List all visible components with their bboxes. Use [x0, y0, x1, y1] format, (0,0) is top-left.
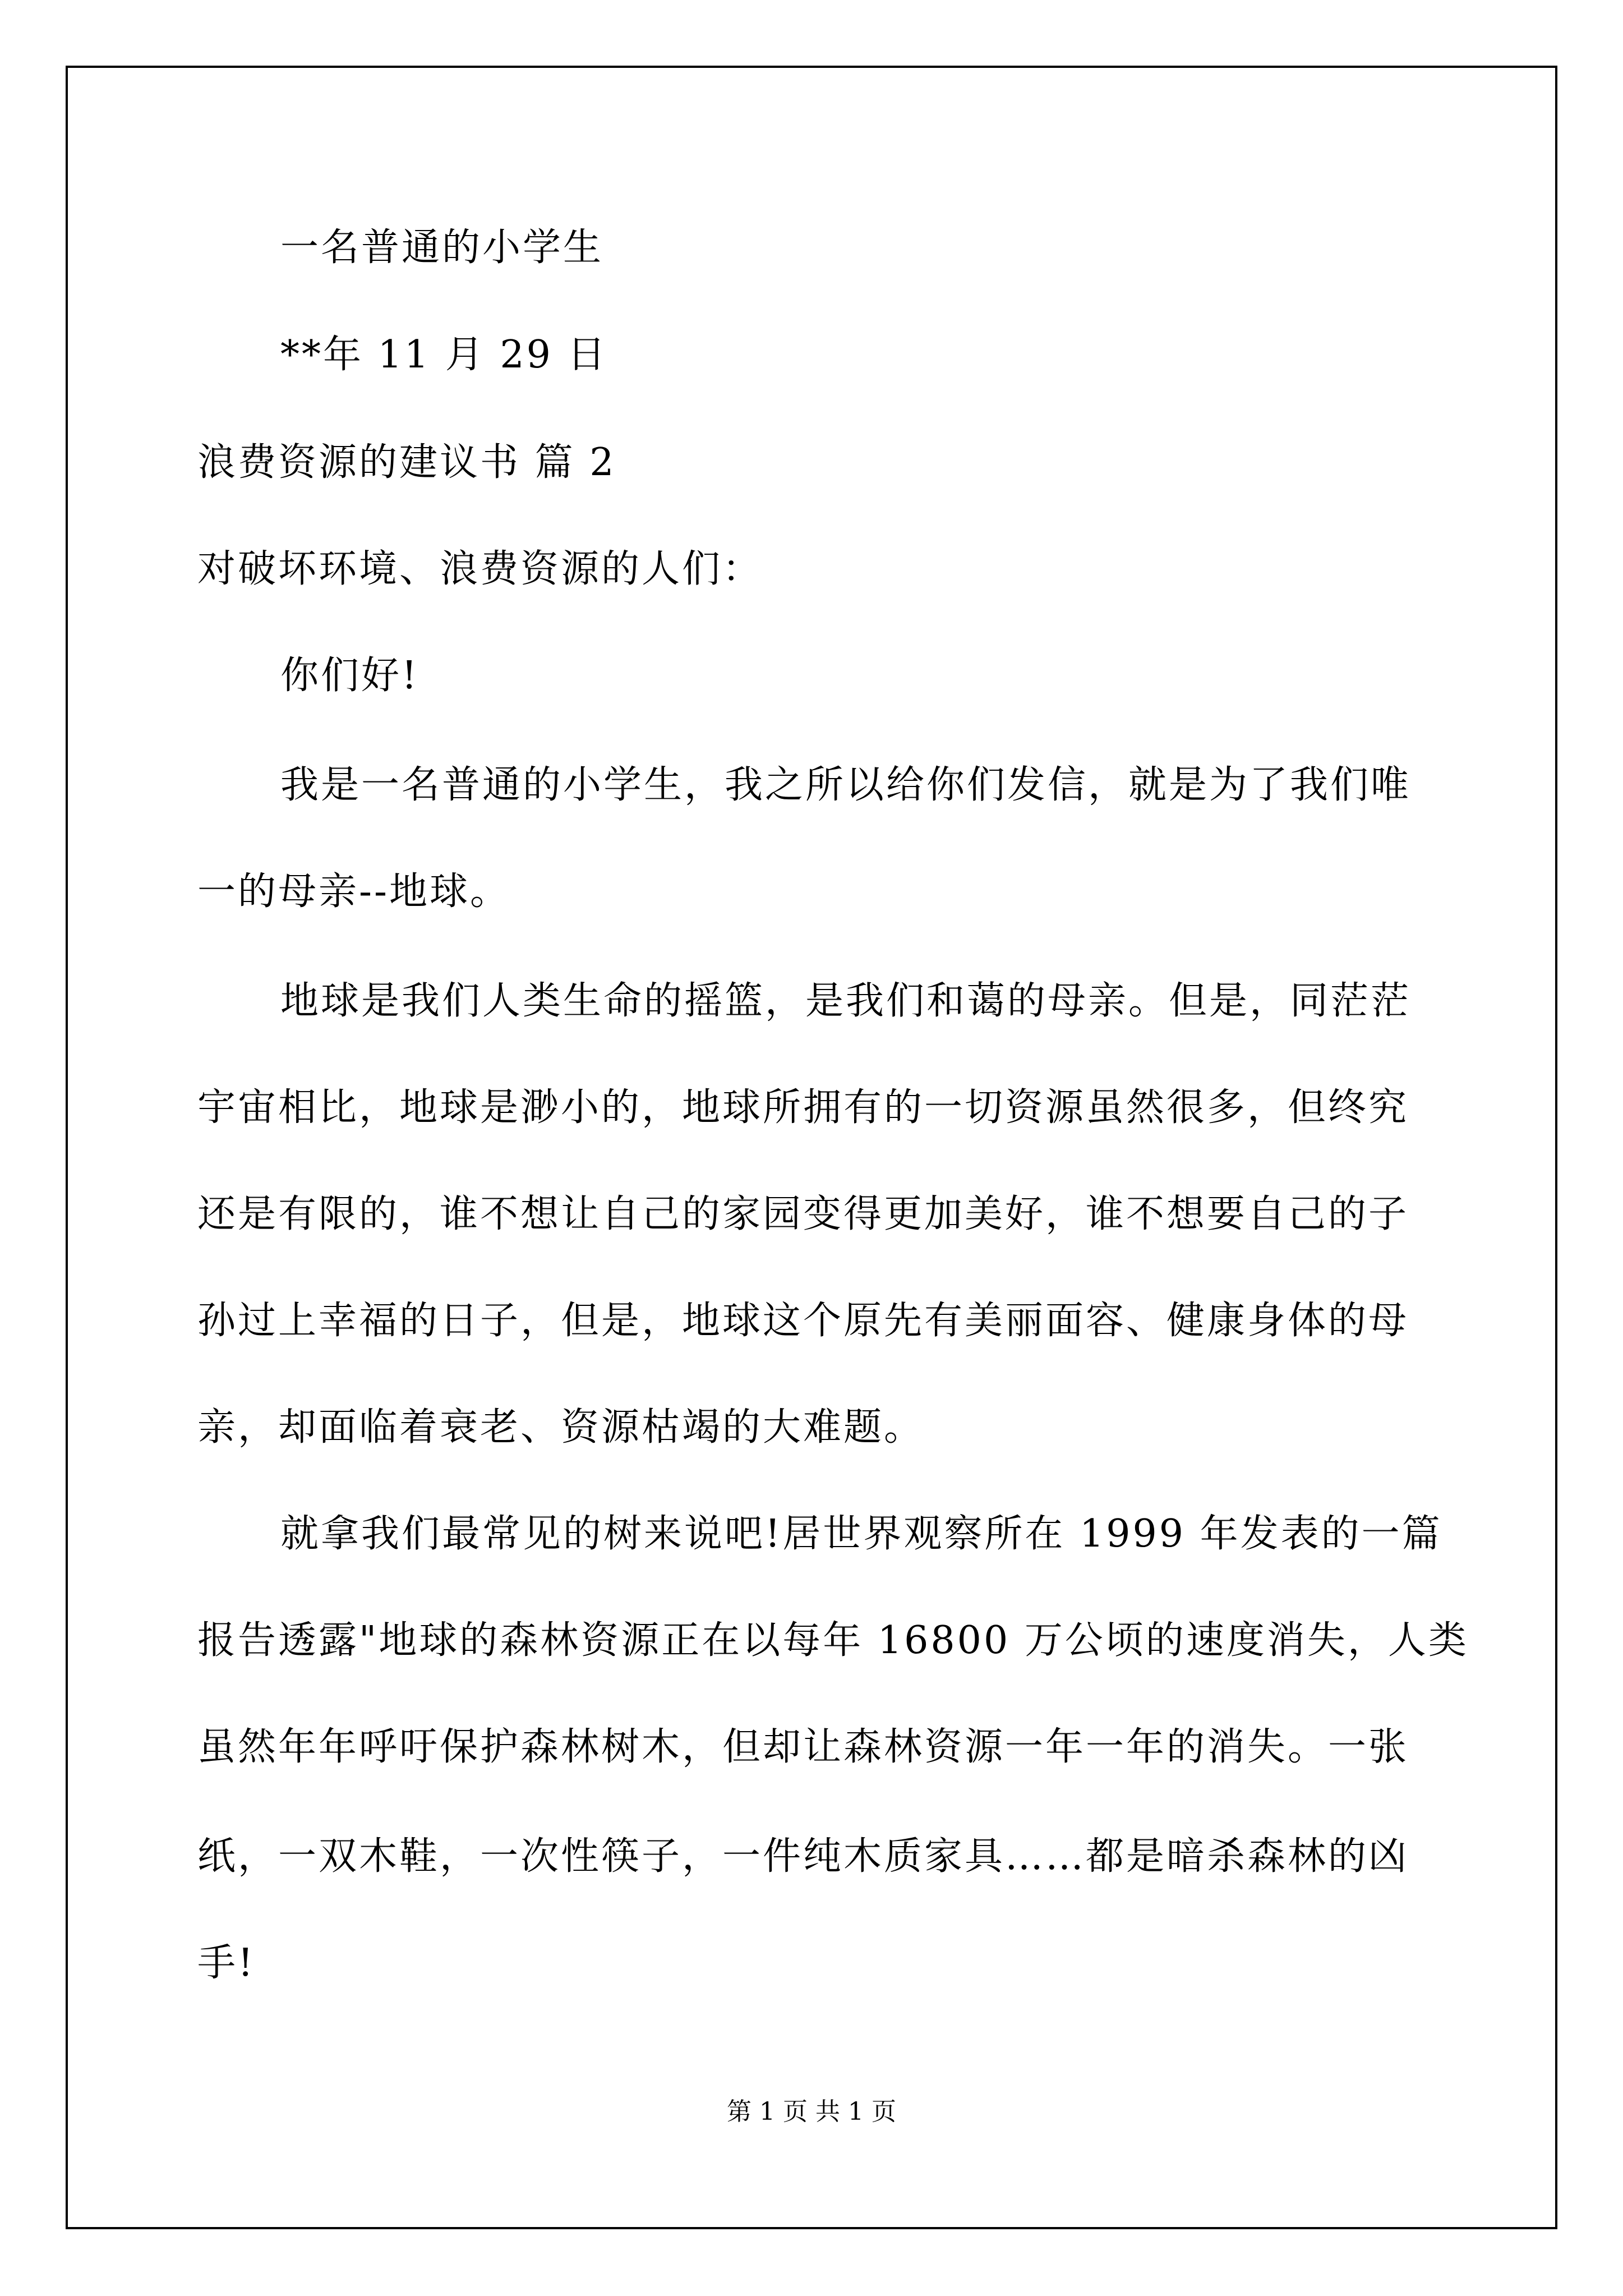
paragraph-line: 报告透露"地球的森林资源正在以每年 16800 万公顷的速度消失，人类: [197, 1618, 1469, 1663]
paragraph-line: 我是一名普通的小学生，我之所以给你们发信，就是为了我们唯: [280, 763, 1412, 807]
page-border: [66, 66, 1557, 2229]
salutation: 对破坏环境、浪费资源的人们：: [197, 547, 763, 591]
paragraph-line: 地球是我们人类生命的摇篮，是我们和蔼的母亲。但是，同茫茫: [280, 979, 1412, 1023]
paragraph-line: 纸，一双木鞋，一次性筷子，一件纯木质家具……都是暗杀森林的凶: [197, 1834, 1409, 1879]
paragraph-line: 就拿我们最常见的树来说吧!居世界观察所在 1999 年发表的一篇: [280, 1512, 1442, 1556]
paragraph-line: 亲，却面临着衰老、资源枯竭的大难题。: [197, 1405, 925, 1450]
paragraph-line: 虽然年年呼吁保护森林树木，但却让森林资源一年一年的消失。一张: [197, 1725, 1409, 1769]
paragraph-line: 宇宙相比，地球是渺小的，地球所拥有的一切资源虽然很多，但终究: [197, 1085, 1409, 1130]
paragraph-line: 孙过上幸福的日子，但是，地球这个原先有美丽面容、健康身体的母: [197, 1299, 1409, 1343]
section-heading: 浪费资源的建议书 篇 2: [197, 440, 616, 485]
signature-line: 一名普通的小学生: [280, 226, 604, 270]
paragraph-line: 手!: [197, 1941, 256, 1985]
paragraph-line: 还是有限的，谁不想让自己的家园变得更加美好，谁不想要自己的子: [197, 1192, 1409, 1236]
page-footer: 第 1 页 共 1 页: [727, 2097, 896, 2126]
date-line: **年 11 月 29 日: [280, 333, 608, 377]
greeting: 你们好!: [280, 654, 419, 698]
paragraph-line: 一的母亲--地球。: [197, 869, 510, 914]
